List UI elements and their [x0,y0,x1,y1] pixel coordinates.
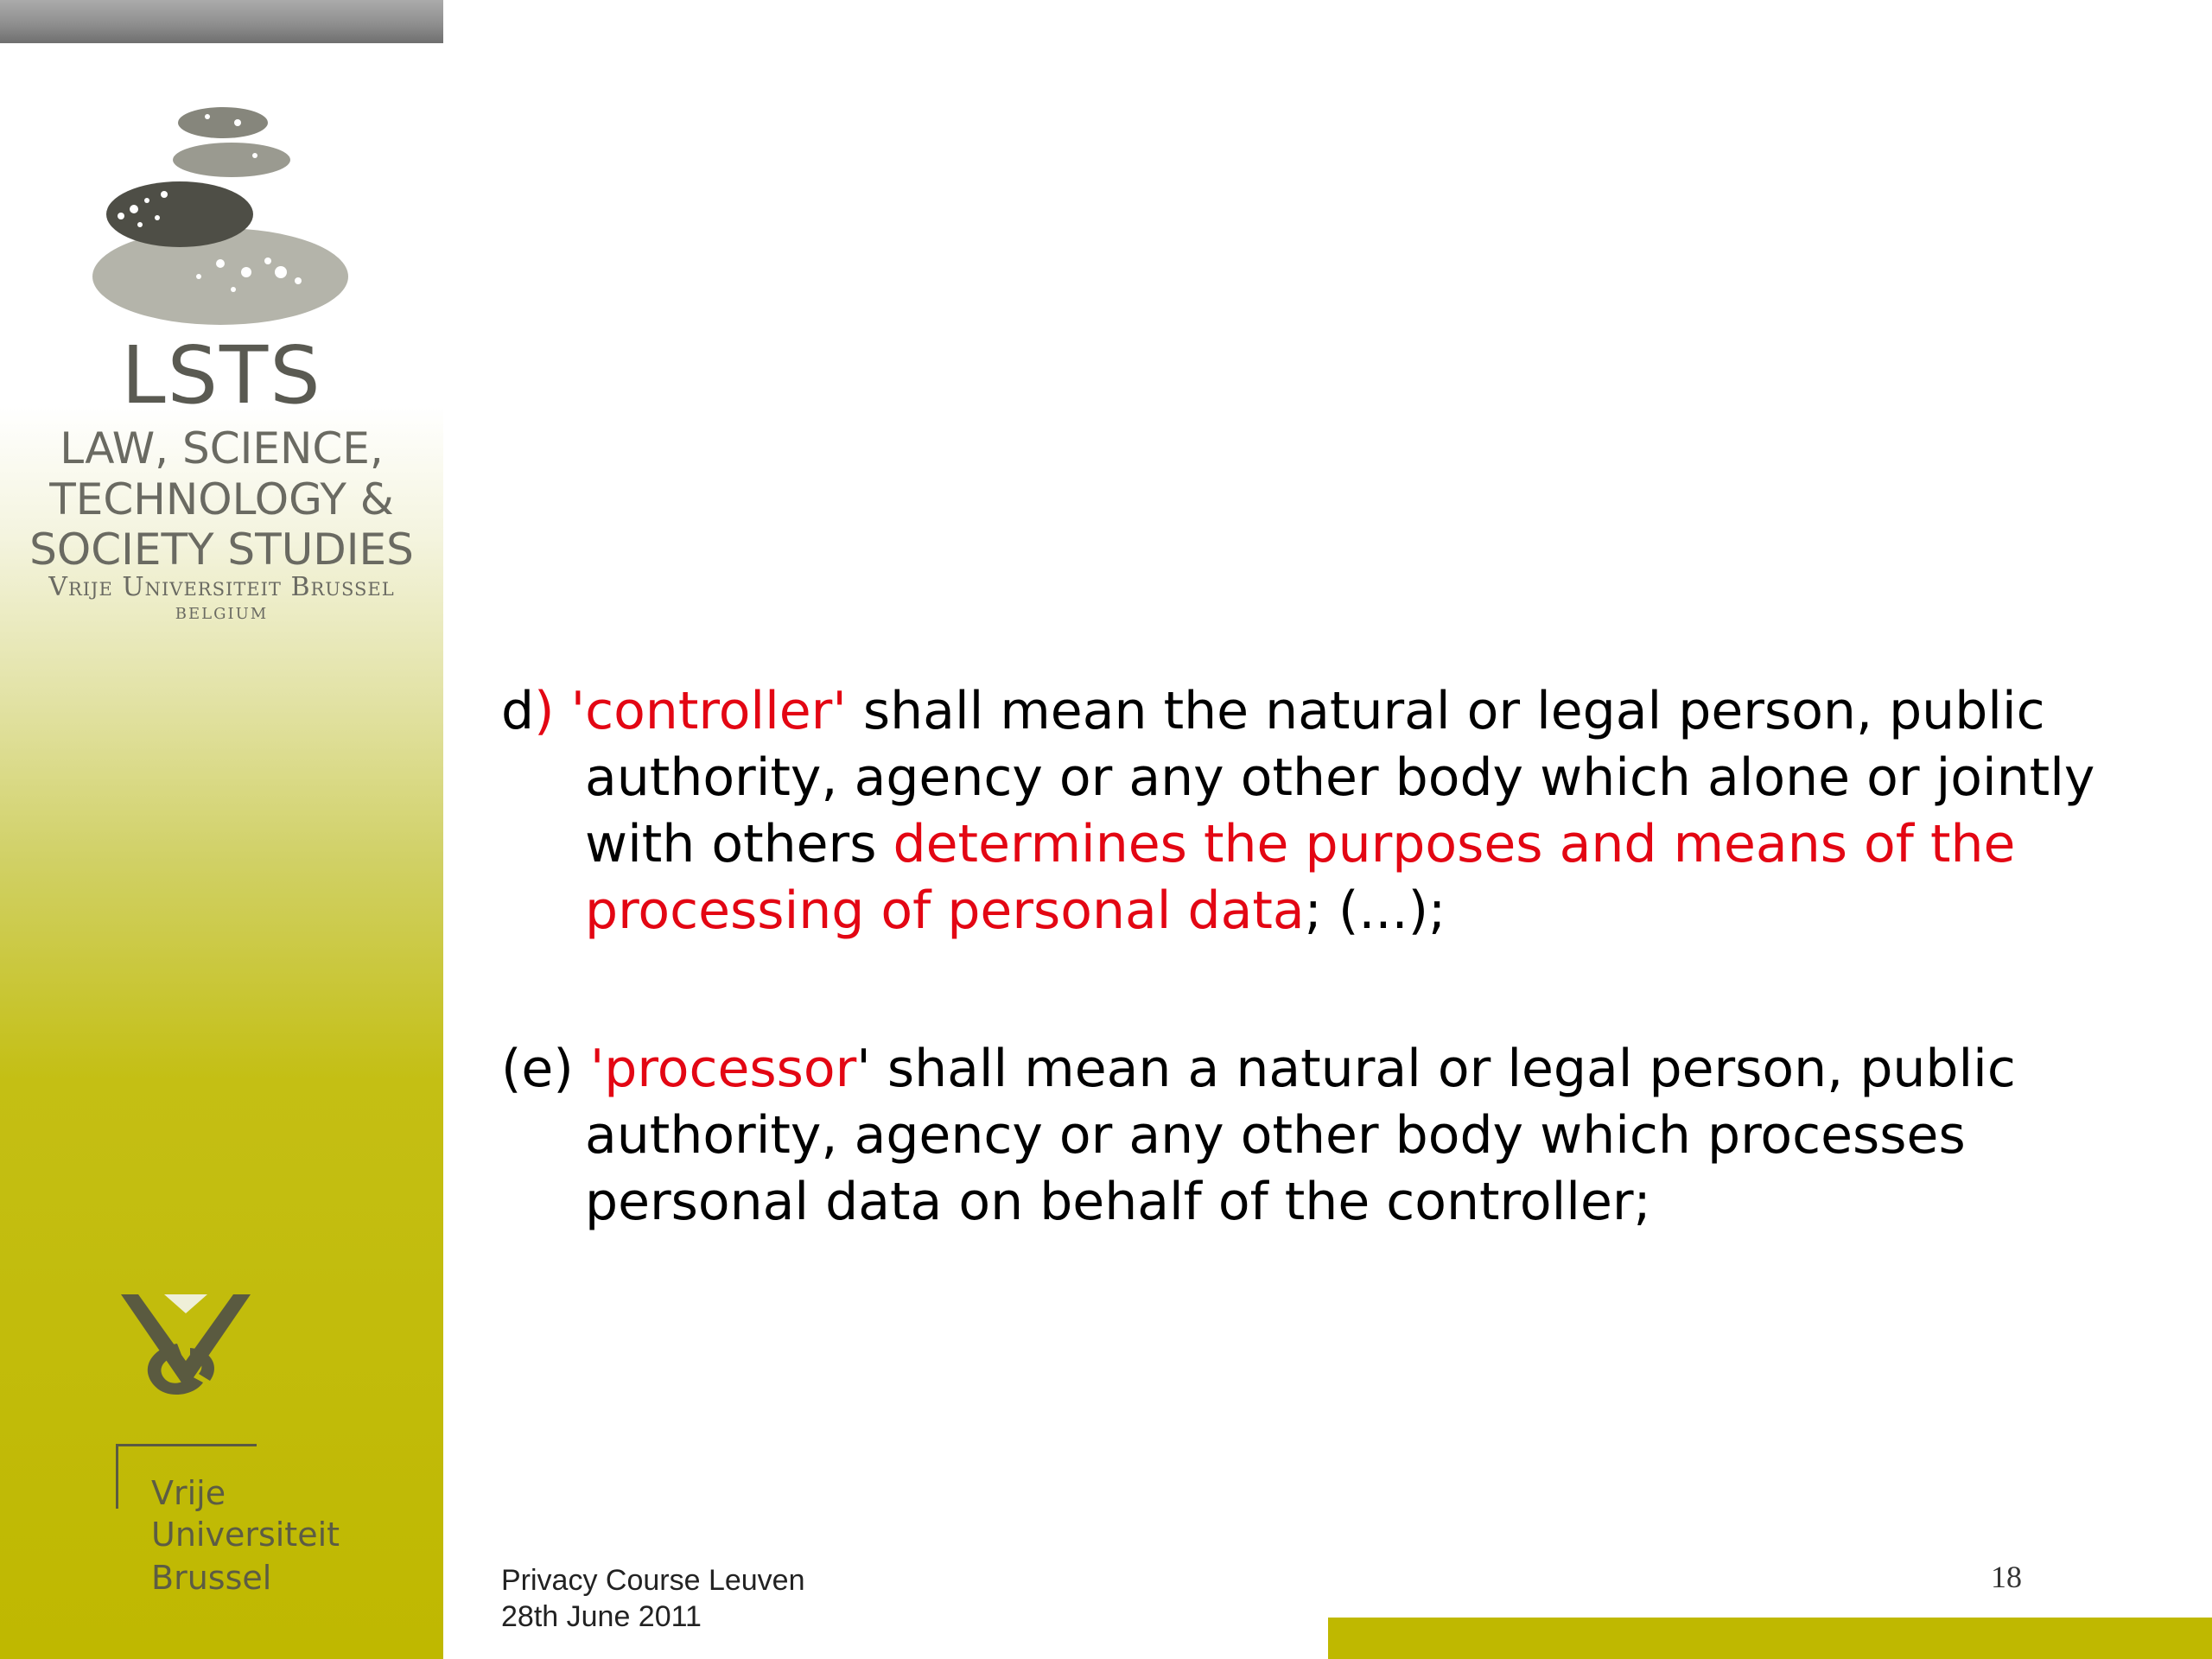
definition-controller [501,678,2143,944]
lsts-university: Vrije Universiteit Brussel [48,572,395,602]
definition-d-tail: ; (...); [1304,880,1446,941]
lsts-line-3: SOCIETY STUDIES [29,524,414,575]
term-controller: 'controller' [570,681,847,741]
vub-emblem-icon [117,1287,255,1408]
vub-word-vrije: Vrije [151,1474,226,1512]
definition-d-marker: d [501,681,535,741]
stacked-stones-logo-icon [86,104,354,337]
lsts-country: BELGIUM [175,605,269,623]
definition-d-highlight: determines the purposes and means of the processing of personal data [585,814,2016,941]
vub-word-universiteit: Universiteit [151,1516,340,1554]
sidebar-top-bar [0,0,443,43]
definition-e-marker: (e) [501,1039,590,1099]
definitions-list [501,678,2143,1236]
vub-word-brussel: Brussel [151,1559,272,1597]
sidebar [0,0,443,1659]
definition-d-text: shall mean the natural or legal person, public authority, agency or any other body which alone or jointly with others [585,681,2095,874]
lsts-line-2: TECHNOLOGY & [49,474,394,524]
page-number: 18 [1991,1560,2022,1594]
lsts-acronym: LSTS [121,329,322,422]
definition-e-text: ' shall mean a natural or legal person, public authority, agency or any other body which processes personal data on behalf of the controller; [585,1039,2016,1232]
footer-course-name: Privacy Course Leuven [501,1564,805,1597]
lsts-line-1: LAW, SCIENCE, [60,423,384,474]
bottom-accent-bar [1328,1618,2212,1659]
footer-date: 28th June 2011 [501,1600,702,1633]
definition-processor [501,1036,2143,1236]
term-processor: 'processor [589,1039,857,1099]
definition-d-marker-paren: ) [534,681,555,741]
